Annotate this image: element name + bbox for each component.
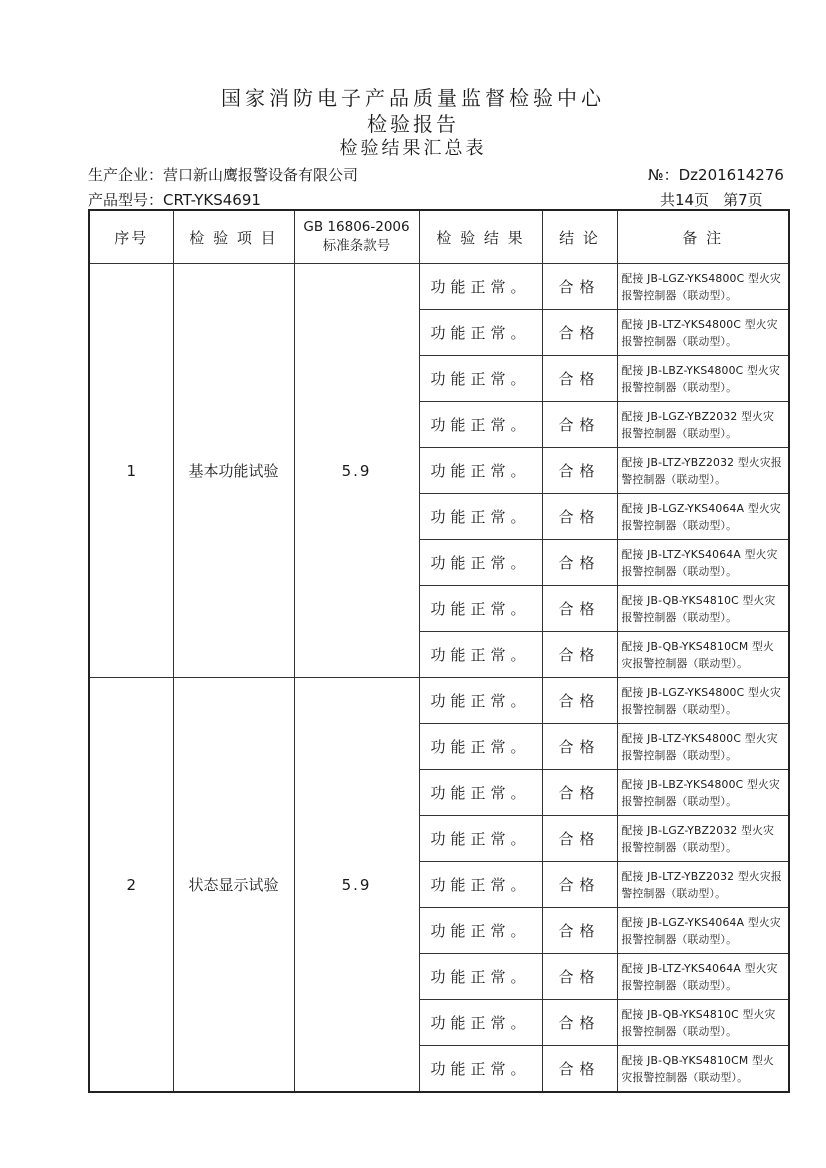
remark-cell: 配接 JB-QB-YKS4810C 型火灾报警控制器（联动型）。 [617,586,789,632]
clause-cell: 5.9 [294,678,419,1093]
conclusion-cell: 合格 [542,632,617,678]
result-cell: 功能正常。 [419,632,542,678]
remark-cell: 配接 JB-LTZ-YKS4064A 型火灾报警控制器（联动型）。 [617,954,789,1000]
conclusion-cell: 合格 [542,678,617,724]
table-row [89,678,789,724]
header-standard [294,210,419,264]
conclusion-cell: 合格 [542,770,617,816]
page-number: 第7页 [723,191,763,209]
conclusion-cell: 合格 [542,1000,617,1046]
seq-cell: 2 [89,678,173,1093]
product-model: 产品型号：CRT-YKS4691 [88,191,261,209]
header-conclusion: 结 论 [542,210,617,264]
header-standard-line2: 标准条款号 [322,238,391,254]
report-number: №：Dz201614276 [648,166,784,184]
result-cell: 功能正常。 [419,402,542,448]
table-row [89,264,789,310]
report-subtitle: 检验结果汇总表 [339,138,487,159]
seq-cell: 1 [89,264,173,678]
conclusion-cell: 合格 [542,448,617,494]
result-cell: 功能正常。 [419,862,542,908]
result-cell: 功能正常。 [419,678,542,724]
result-cell: 功能正常。 [419,586,542,632]
result-cell: 功能正常。 [419,724,542,770]
remark-cell: 配接 JB-QB-YKS4810C 型火灾报警控制器（联动型）。 [617,1000,789,1046]
remark-cell: 配接 JB-LGZ-YKS4800C 型火灾报警控制器（联动型）。 [617,264,789,310]
remark-cell: 配接 JB-QB-YKS4810CM 型火灾报警控制器（联动型）。 [617,1046,789,1093]
conclusion-cell: 合格 [542,908,617,954]
conclusion-cell: 合格 [542,724,617,770]
remark-cell: 配接 JB-LGZ-YKS4064A 型火灾报警控制器（联动型）。 [617,908,789,954]
table-body [89,264,789,1093]
conclusion-cell: 合格 [542,356,617,402]
conclusion-cell: 合格 [542,494,617,540]
remark-cell: 配接 JB-LGZ-YBZ2032 型火灾报警控制器（联动型）。 [617,816,789,862]
conclusion-cell: 合格 [542,816,617,862]
header-seq: 序号 [89,210,173,264]
remark-cell: 配接 JB-LBZ-YKS4800C 型火灾报警控制器（联动型）。 [617,770,789,816]
remark-cell: 配接 JB-LTZ-YBZ2032 型火灾报警控制器（联动型）。 [617,862,789,908]
remark-cell: 配接 JB-LTZ-YKS4064A 型火灾报警控制器（联动型）。 [617,540,789,586]
result-cell: 功能正常。 [419,264,542,310]
remark-cell: 配接 JB-LGZ-YKS4064A 型火灾报警控制器（联动型）。 [617,494,789,540]
table-header-row [89,210,789,264]
result-cell: 功能正常。 [419,310,542,356]
remark-cell: 配接 JB-LBZ-YKS4800C 型火灾报警控制器（联动型）。 [617,356,789,402]
result-cell: 功能正常。 [419,908,542,954]
page-info [656,189,763,210]
remark-cell: 配接 JB-QB-YKS4810CM 型火灾报警控制器（联动型）。 [617,632,789,678]
conclusion-cell: 合格 [542,586,617,632]
header-standard-line1: GB 16806-2006 [303,219,410,235]
result-cell: 功能正常。 [419,540,542,586]
result-cell: 功能正常。 [419,494,542,540]
header-result: 检 验 结 果 [419,210,542,264]
item-cell: 基本功能试验 [173,264,294,678]
remark-cell: 配接 JB-LGZ-YKS4800C 型火灾报警控制器（联动型）。 [617,678,789,724]
result-cell: 功能正常。 [419,954,542,1000]
conclusion-cell: 合格 [542,862,617,908]
conclusion-cell: 合格 [542,540,617,586]
org-name: 国家消防电子产品质量监督检验中心 [221,86,605,110]
remark-cell: 配接 JB-LGZ-YBZ2032 型火灾报警控制器（联动型）。 [617,402,789,448]
conclusion-cell: 合格 [542,1046,617,1093]
clause-cell: 5.9 [294,264,419,678]
conclusion-cell: 合格 [542,402,617,448]
result-cell: 功能正常。 [419,1000,542,1046]
conclusion-cell: 合格 [542,954,617,1000]
result-cell: 功能正常。 [419,448,542,494]
result-cell: 功能正常。 [419,816,542,862]
header-remark: 备 注 [617,210,789,264]
remark-cell: 配接 JB-LTZ-YKS4800C 型火灾报警控制器（联动型）。 [617,310,789,356]
item-cell: 状态显示试验 [173,678,294,1093]
header-item: 检 验 项 目 [173,210,294,264]
report-title: 检验报告 [367,112,459,136]
result-cell: 功能正常。 [419,356,542,402]
enterprise: 生产企业：营口新山鹰报警设备有限公司 [88,166,359,184]
conclusion-cell: 合格 [542,310,617,356]
result-cell: 功能正常。 [419,770,542,816]
remark-cell: 配接 JB-LTZ-YBZ2032 型火灾报警控制器（联动型）。 [617,448,789,494]
results-table [88,209,790,1093]
conclusion-cell: 合格 [542,264,617,310]
total-pages: 共14页 [660,191,710,209]
remark-cell: 配接 JB-LTZ-YKS4800C 型火灾报警控制器（联动型）。 [617,724,789,770]
result-cell: 功能正常。 [419,1046,542,1093]
